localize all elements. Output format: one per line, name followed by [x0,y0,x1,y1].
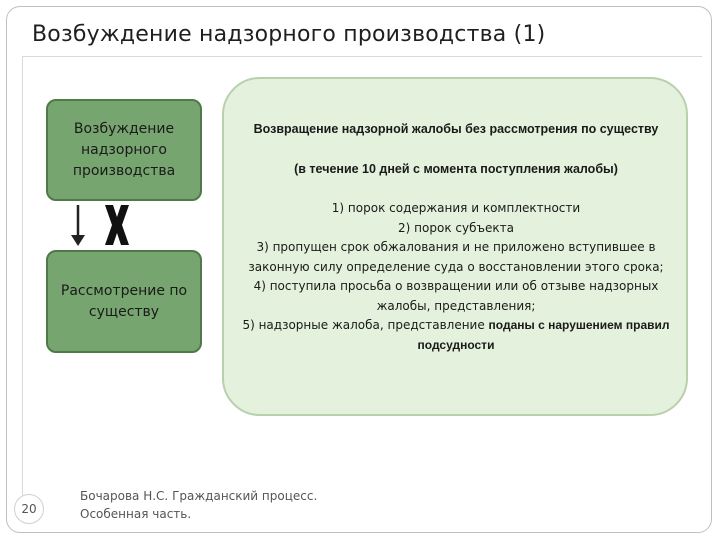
title-divider [22,56,702,57]
grounds-list [240,199,672,355]
panel-heading: Возвращение надзорной жалобы без рассмотрения по существу [253,122,659,136]
footer-citation [80,487,317,523]
footer-line: Особенная часть. [80,507,192,521]
grounds-item: 2) порок субъекта [398,220,514,235]
initiation-box-label: Возбуждение надзорного производства [72,120,176,179]
cross-icon [102,203,132,247]
grounds-item: 1) порок содержания и комплектности [331,201,581,215]
review-box [46,250,202,353]
arrow-down-icon [68,203,88,247]
left-divider [22,56,23,496]
grounds-item-emphasis: поданы с нарушением правил подсудности [417,318,670,352]
review-box-label: Рассмотрение по существу [60,282,188,320]
footer-line: Бочарова Н.С. Гражданский процесс. [80,489,318,503]
grounds-item-text: 5) надзорные жалоба, представление [242,318,489,332]
grounds-item [240,316,672,355]
initiation-box [46,99,202,201]
grounds-item: 4) поступила просьба о возвращении или об отзыве надзорных жалобы, представления; [253,279,659,313]
grounds-item: 3) пропущен срок обжалования и не приложено вступившее в законную силу определение суда о восстановлении этого срока; [248,240,664,274]
slide-title: Возбуждение надзорного производства (1) [32,22,546,47]
page-number: 20 [14,494,44,524]
panel-term: (в течение 10 дней с момента поступления жалобы) [294,162,618,176]
